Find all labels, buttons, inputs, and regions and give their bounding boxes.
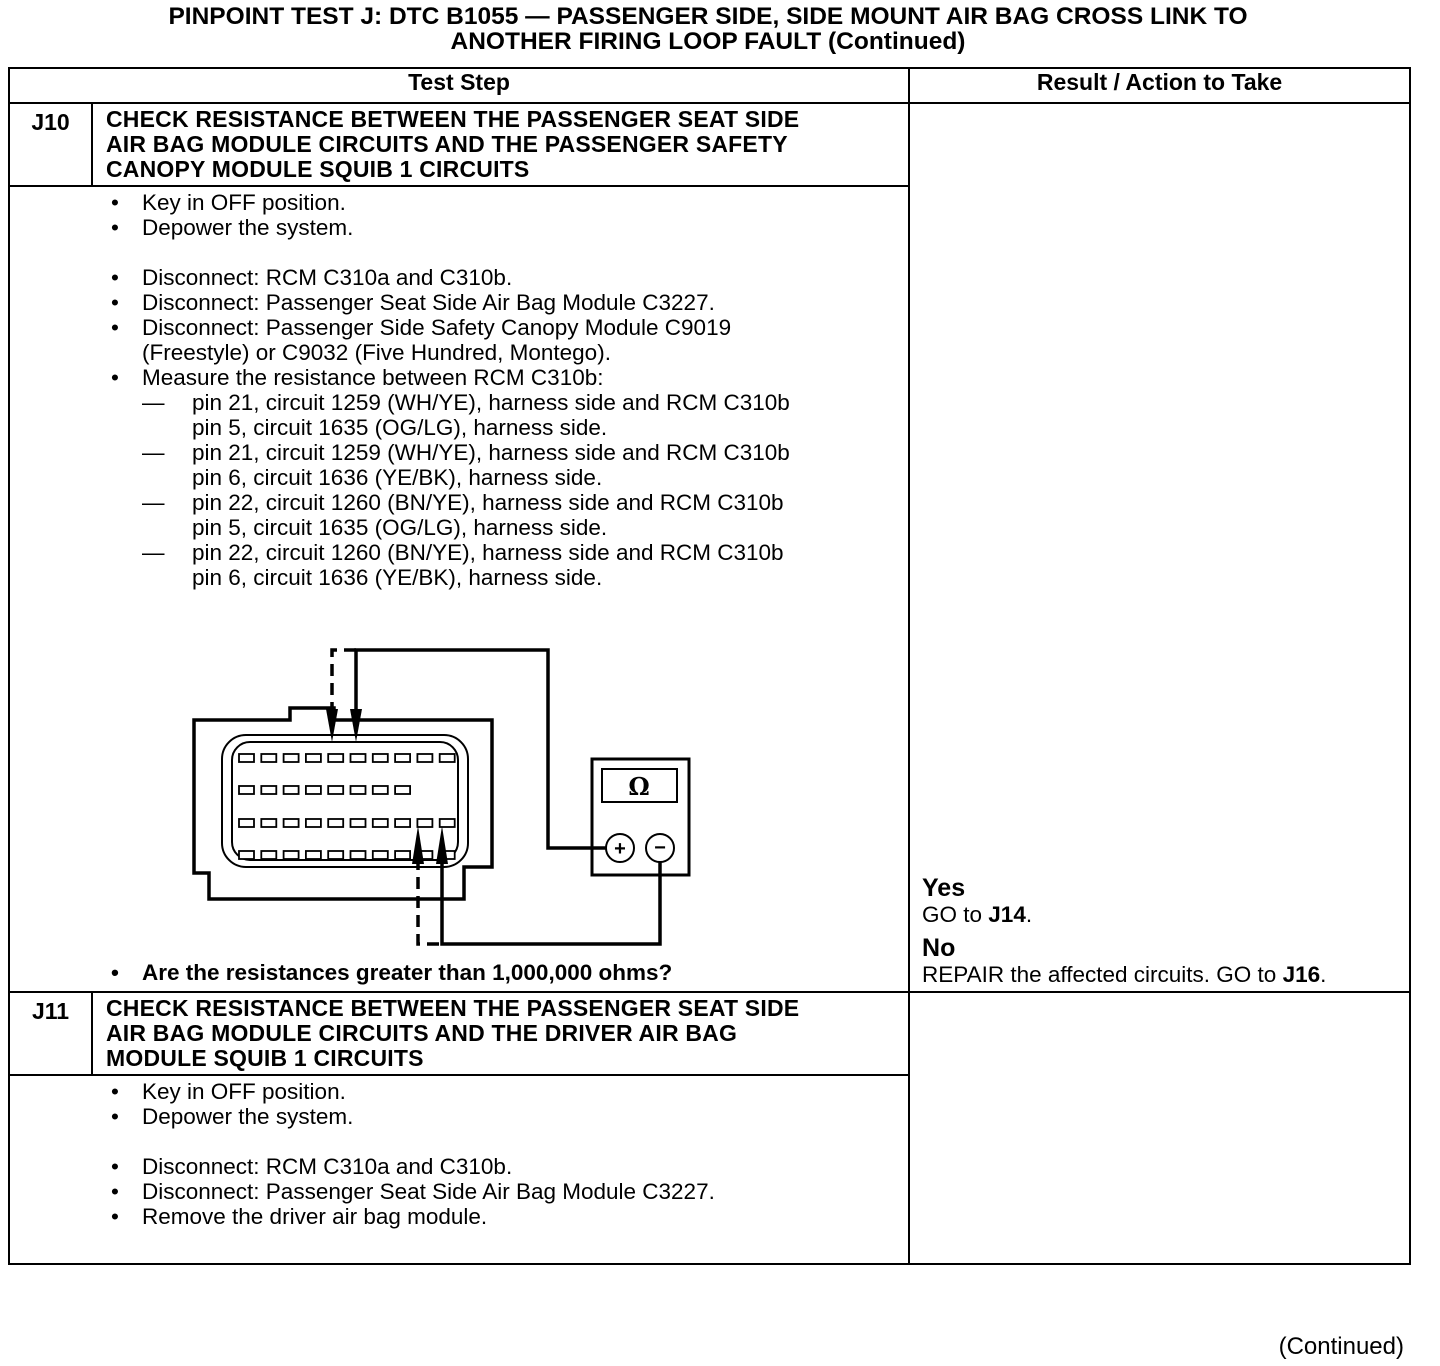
step-j10-title-row [9, 103, 1410, 186]
pin-cavity [417, 819, 432, 827]
pin-cavity [328, 851, 343, 859]
probe-tip-arrow [436, 826, 448, 864]
pin-cavity [351, 819, 366, 827]
result-no-label: No [922, 934, 956, 962]
dash-line: — pin 21, circuit 1259 (WH/YE), harness side and RCM C310b [192, 440, 790, 465]
probe-tip-arrow [326, 709, 338, 742]
dash-item [10, 540, 908, 590]
pin-cavity [261, 754, 276, 762]
pin-cavity [373, 754, 388, 762]
step-title-j11 [92, 992, 909, 1075]
bullet-item: • Disconnect: RCM C310a and C310b. [10, 265, 908, 290]
bullet-item: • Depower the system. [10, 215, 908, 240]
step-body-j10 [9, 186, 909, 992]
pin-cavity [284, 851, 299, 859]
header-result-action: Result / Action to Take [909, 68, 1410, 103]
probe-lead-solid [442, 858, 660, 944]
bullet-item: • Disconnect: Passenger Seat Side Air Bag Module C3227. [10, 1179, 908, 1204]
pin-cavity [261, 851, 276, 859]
bullet-line: (Freestyle) or C9032 (Five Hundred, Montego). [142, 340, 611, 365]
dash-line: pin 6, circuit 1636 (YE/BK), harness side. [192, 565, 603, 590]
probe-lead-dashed [332, 650, 356, 714]
pin-cavity [373, 786, 388, 794]
step-title-line: CANOPY MODULE SQUIB 1 CIRCUITS [106, 156, 530, 182]
title-line-1: PINPOINT TEST J: DTC B1055 — PASSENGER SIDE, SIDE MOUNT AIR BAG CROSS LINK TO [168, 3, 1248, 30]
pin-cavity [395, 819, 410, 827]
dash-item [10, 390, 908, 440]
bullet-item: • Disconnect: Passenger Seat Side Air Bag Module C3227. [10, 290, 908, 315]
result-yes-text: GO to [922, 902, 989, 927]
pin-cavity [395, 754, 410, 762]
pin-cavity [284, 754, 299, 762]
step-title-line: AIR BAG MODULE CIRCUITS AND THE PASSENGER SAFETY [106, 131, 788, 157]
result-yes-action [922, 902, 1409, 927]
bullet-item: • Disconnect: RCM C310a and C310b. [10, 1154, 908, 1179]
bullet-item [10, 315, 908, 365]
pin-cavity [328, 754, 343, 762]
pin-cavity [239, 786, 254, 794]
header-test-step: Test Step [9, 68, 909, 103]
pin-cavity [395, 786, 410, 794]
connector-pin-rows [239, 754, 455, 859]
probe-tip-arrow [412, 826, 424, 864]
pin-cavity [373, 819, 388, 827]
pin-cavity [284, 786, 299, 794]
pin-cavity [306, 851, 321, 859]
connector-ohmmeter-diagram [10, 596, 827, 956]
result-cell-j10 [909, 103, 1410, 992]
pin-cavity [306, 819, 321, 827]
step-body-j11 [9, 1075, 909, 1264]
pin-cavity [351, 754, 366, 762]
step-title-line: CHECK RESISTANCE BETWEEN THE PASSENGER SEAT SIDE [106, 995, 800, 1021]
bullet-item: • Measure the resistance between RCM C310b: [10, 365, 908, 390]
bullet-item: • Depower the system. [10, 1104, 908, 1129]
dash-item [10, 440, 908, 490]
pin-cavity [417, 754, 432, 762]
pin-cavity [351, 851, 366, 859]
meter-minus-label: − [654, 837, 666, 859]
step-question-j10: • Are the resistances greater than 1,000,000 ohms? [10, 960, 908, 985]
probe-lead-dashed [418, 858, 442, 944]
bullet-item: • Remove the driver air bag module. [10, 1204, 908, 1229]
result-no-action [922, 962, 1409, 987]
pin-cavity [306, 786, 321, 794]
step-id-j10: J10 [9, 103, 92, 186]
result-yes-label: Yes [922, 874, 966, 902]
result-yes-end: . [1025, 902, 1033, 927]
pin-cavity [261, 786, 276, 794]
step-id-j11: J11 [9, 992, 92, 1075]
dash-line: — pin 22, circuit 1260 (BN/YE), harness side and RCM C310b [192, 540, 784, 565]
dash-line: pin 6, circuit 1636 (YE/BK), harness side. [192, 465, 603, 490]
pin-cavity [284, 819, 299, 827]
result-no-link-j16[interactable]: J16 [1282, 962, 1321, 987]
page-title [0, 4, 1416, 54]
table-header-row [9, 68, 1410, 103]
pin-cavity [239, 851, 254, 859]
pin-cavity [395, 851, 410, 859]
step-title-j10 [92, 103, 909, 186]
step-j11-title-row [9, 992, 1410, 1075]
pinpoint-test-table [8, 67, 1411, 1265]
pin-cavity [440, 819, 455, 827]
bullet-item: • Key in OFF position. [10, 190, 908, 215]
bullet-item: • Key in OFF position. [10, 1079, 908, 1104]
result-yes-link-j14[interactable]: J14 [988, 902, 1026, 927]
step-title-line: AIR BAG MODULE CIRCUITS AND THE DRIVER AIR BAG [106, 1020, 738, 1046]
probe-tip-arrow [350, 709, 362, 742]
pin-cavity [239, 754, 254, 762]
bullet-line: • Disconnect: Passenger Side Safety Canopy Module C9019 [142, 315, 732, 340]
dash-item [10, 490, 908, 540]
pin-cavity [328, 786, 343, 794]
pin-cavity [351, 786, 366, 794]
step-title-line: MODULE SQUIB 1 CIRCUITS [106, 1045, 424, 1071]
pin-cavity [328, 819, 343, 827]
result-no-text: REPAIR the affected circuits. GO to [922, 962, 1283, 987]
dash-line: pin 5, circuit 1635 (OG/LG), harness side. [192, 515, 608, 540]
dash-line: — pin 22, circuit 1260 (BN/YE), harness side and RCM C310b [192, 490, 784, 515]
result-cell-j11 [909, 992, 1410, 1264]
pin-cavity [373, 851, 388, 859]
dash-line: — pin 21, circuit 1259 (WH/YE), harness side and RCM C310b [192, 390, 790, 415]
result-no-end: . [1320, 962, 1327, 987]
pin-cavity [440, 754, 455, 762]
pin-cavity [306, 754, 321, 762]
pin-cavity [239, 819, 254, 827]
ohm-symbol: Ω [628, 772, 650, 801]
continued-note: (Continued) [1278, 1333, 1404, 1360]
pin-cavity [261, 819, 276, 827]
title-line-2: ANOTHER FIRING LOOP FAULT (Continued) [450, 28, 966, 55]
probe-lead-solid [356, 650, 606, 848]
step-title-line: CHECK RESISTANCE BETWEEN THE PASSENGER SEAT SIDE [106, 106, 800, 132]
dash-line: pin 5, circuit 1635 (OG/LG), harness side. [192, 415, 608, 440]
meter-plus-label: + [614, 838, 626, 860]
